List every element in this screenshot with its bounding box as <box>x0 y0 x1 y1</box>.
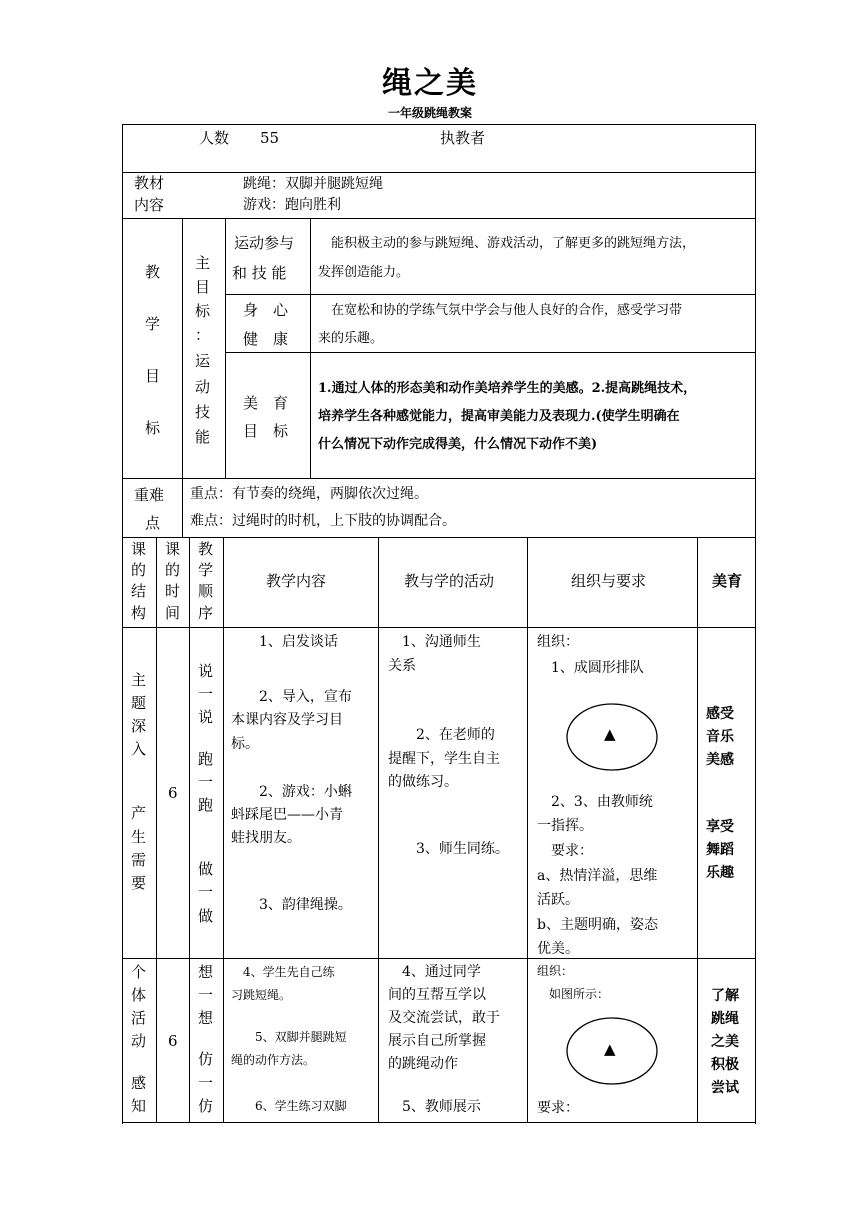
order-char: 想 <box>198 1009 214 1027</box>
main-goal-char: 目 <box>195 278 211 296</box>
order-char: 一 <box>198 986 214 1004</box>
org-label: 组织： <box>537 964 574 978</box>
structure-char: 个 <box>131 963 147 981</box>
keypoints-label: 点 <box>145 514 161 532</box>
goals-label-char: 标 <box>145 419 161 437</box>
teacher-marker-icon: ▲ <box>604 1040 616 1058</box>
structure-char: 需 <box>131 851 147 869</box>
main-goal-char: 动 <box>195 378 211 396</box>
count-label: 人数 <box>199 129 230 147</box>
header-structure-char: 的 <box>131 561 147 579</box>
col-divider <box>310 218 311 478</box>
org-item: 2、3、由教师统 <box>537 794 653 810</box>
content-line: 4、学生先自己练 <box>231 965 335 979</box>
aesthetic-note: 尝试 <box>711 1080 739 1096</box>
table-border-right <box>755 124 756 1124</box>
document-subtitle: 一年级跳绳教案 <box>387 106 472 120</box>
order-char: 跑 <box>198 750 214 768</box>
aesthetic-note: 之美 <box>711 1034 739 1050</box>
col-divider <box>225 218 226 478</box>
goal-row-label: 身 心 <box>243 301 289 319</box>
goals-inner-divider <box>225 294 756 295</box>
aesthetic-note: 乐趣 <box>706 865 734 881</box>
structure-char: 感 <box>131 1074 147 1092</box>
content-line: 蚪踩尾巴——小青 <box>231 807 343 823</box>
header-order-char: 学 <box>198 561 214 579</box>
order-char: 一 <box>198 685 214 703</box>
activity-line: 3、师生同练。 <box>388 841 509 857</box>
org-requirement-label: 要求： <box>537 843 593 859</box>
row-divider <box>122 172 756 173</box>
aesthetic-note: 音乐 <box>706 729 734 745</box>
header-time-char: 课 <box>165 540 181 558</box>
goal-row-text: 来的乐趣。 <box>318 331 384 346</box>
goal-row-text: 发挥创造能力。 <box>318 265 410 280</box>
content-line: 绳的动作方法。 <box>231 1053 316 1067</box>
time-value: 6 <box>168 1032 178 1050</box>
header-time-char: 时 <box>165 582 181 600</box>
activity-line: 1、沟通师生 <box>388 634 481 650</box>
content-line: 本课内容及学习目 <box>231 712 343 728</box>
order-char: 一 <box>198 1074 214 1092</box>
org-item: 一指挥。 <box>537 818 593 834</box>
goals-label-char: 学 <box>145 315 161 333</box>
order-char: 一 <box>198 773 214 791</box>
content-line: 6、学生练习双脚 <box>231 1099 347 1113</box>
document-title: 绳之美 <box>382 66 478 101</box>
keypoints-label: 重难 <box>134 486 165 504</box>
org-requirement: 优美。 <box>537 941 579 957</box>
header-content: 教学内容 <box>266 572 327 590</box>
order-char: 说 <box>198 708 214 726</box>
col-divider <box>527 537 528 1123</box>
activity-line: 5、教师展示 <box>388 1099 481 1115</box>
order-char: 仿 <box>198 1050 214 1068</box>
org-item: 如图所示： <box>537 987 610 1001</box>
org-requirement: a、热情洋溢，思维 <box>537 868 658 884</box>
activity-line: 及交流尝试，敢于 <box>388 1010 500 1026</box>
org-requirement: b、主题明确，姿态 <box>537 917 658 933</box>
material-label: 内容 <box>134 196 165 214</box>
structure-char: 主 <box>131 671 147 689</box>
header-order-char: 教 <box>198 540 214 558</box>
time-value: 6 <box>168 784 178 802</box>
goal-row-label: 美 育 <box>243 394 289 412</box>
header-order-char: 顺 <box>198 582 214 600</box>
activity-line: 的做练习。 <box>388 774 458 790</box>
structure-char: 深 <box>131 717 147 735</box>
col-divider <box>156 537 157 1123</box>
aesthetic-note: 舞蹈 <box>706 842 734 858</box>
order-char: 跑 <box>198 796 214 814</box>
main-goal-char: 主 <box>195 254 211 272</box>
row-divider <box>122 478 756 479</box>
table-border-left <box>122 124 123 1124</box>
header-order-char: 序 <box>198 604 214 622</box>
col-divider <box>378 537 379 1123</box>
structure-char: 动 <box>131 1032 147 1050</box>
activity-line: 2、在老师的 <box>388 727 495 743</box>
col-divider <box>697 537 698 1123</box>
content-line: 2、导入，宣布 <box>231 689 352 705</box>
col-divider <box>182 218 183 478</box>
structure-char: 体 <box>131 986 147 1004</box>
org-requirement: 活跃。 <box>537 892 579 908</box>
goal-row-label: 目 标 <box>243 422 289 440</box>
content-line: 习跳短绳。 <box>231 988 292 1002</box>
structure-char: 知 <box>131 1097 147 1115</box>
header-time-char: 的 <box>165 561 181 579</box>
col-divider <box>182 478 183 537</box>
material-label: 教材 <box>134 174 165 192</box>
row-divider <box>122 537 756 538</box>
header-structure-char: 课 <box>131 540 147 558</box>
activity-line: 的跳绳动作 <box>388 1056 458 1072</box>
structure-char: 题 <box>131 694 147 712</box>
structure-char: 产 <box>131 804 147 822</box>
row-divider <box>122 958 756 959</box>
teacher-marker-icon: ▲ <box>604 725 616 743</box>
goal-row-text: 1.通过人体的形态美和动作美培养学生的美感。2.提高跳绳技术， <box>318 381 697 396</box>
aesthetic-note: 跳绳 <box>711 1011 739 1027</box>
content-line: 2、游戏：小蝌 <box>231 784 352 800</box>
goal-row-label: 运动参与 <box>234 234 295 252</box>
structure-char: 入 <box>131 740 147 758</box>
goals-label-char: 教 <box>145 263 161 281</box>
content-line: 标。 <box>231 736 259 752</box>
header-time-char: 间 <box>165 604 181 622</box>
aesthetic-note: 了解 <box>711 988 739 1004</box>
table-border-top <box>122 124 756 125</box>
goal-row-text: 能积极主动的参与跳短绳、游戏活动，了解更多的跳短绳方法， <box>318 236 696 251</box>
org-requirement-label: 要求： <box>537 1100 579 1116</box>
structure-char: 生 <box>131 828 147 846</box>
header-activity: 教与学的活动 <box>404 572 495 590</box>
content-line: 5、双脚并腿跳短 <box>231 1030 347 1044</box>
content-line: 蛙找朋友。 <box>231 830 301 846</box>
row-divider <box>122 218 756 219</box>
org-label: 组织： <box>537 634 579 650</box>
header-structure-char: 构 <box>131 604 147 622</box>
main-goal-char: ： <box>195 326 211 344</box>
activity-line: 4、通过同学 <box>388 964 481 980</box>
row-divider <box>122 627 756 628</box>
header-organization: 组织与要求 <box>571 572 647 590</box>
header-aesthetic: 美育 <box>712 572 743 590</box>
main-goal-char: 能 <box>195 428 211 446</box>
goal-row-label: 健 康 <box>243 330 289 348</box>
structure-char: 活 <box>131 1009 147 1027</box>
order-char: 想 <box>198 963 214 981</box>
aesthetic-note: 美感 <box>706 752 734 768</box>
header-structure-char: 结 <box>131 582 147 600</box>
aesthetic-note: 感受 <box>706 706 734 722</box>
content-line: 1、启发谈话 <box>231 634 338 650</box>
goals-inner-divider <box>225 352 756 353</box>
main-goal-char: 运 <box>195 352 211 370</box>
activity-line: 关系 <box>388 658 416 674</box>
goal-row-label: 和 技 能 <box>232 264 287 282</box>
order-char: 说 <box>198 662 214 680</box>
order-char: 仿 <box>198 1097 214 1115</box>
order-char: 一 <box>198 883 214 901</box>
goal-row-text: 培养学生各种感觉能力，提高审美能力及表现力.(使学生明确在 <box>318 409 680 424</box>
col-divider <box>223 537 224 1123</box>
material-line: 游戏：跑向胜利 <box>243 197 341 213</box>
teacher-label: 执教者 <box>440 129 486 147</box>
order-char: 做 <box>198 860 214 878</box>
structure-char: 要 <box>131 874 147 892</box>
aesthetic-note: 积极 <box>711 1057 739 1073</box>
main-goal-char: 标 <box>195 302 211 320</box>
col-divider <box>189 537 190 1123</box>
activity-line: 提醒下，学生自主 <box>388 751 500 767</box>
org-item: 1、成圆形排队 <box>537 660 644 676</box>
aesthetic-note: 享受 <box>706 819 734 835</box>
goal-row-text: 在宽松和协的学练气氛中学会与他人良好的合作，感受学习带 <box>318 303 683 318</box>
table-border-bottom <box>122 1122 756 1123</box>
order-char: 做 <box>198 907 214 925</box>
count-value: 55 <box>260 129 280 147</box>
goals-label-char: 目 <box>145 367 161 385</box>
goal-row-text: 什么情况下动作完成得美，什么情况下动作不美) <box>318 437 598 452</box>
material-line: 跳绳：双脚并腿跳短绳 <box>243 176 383 192</box>
content-line: 3、韵律绳操。 <box>231 897 352 913</box>
keypoint-line: 难点：过绳时的时机，上下肢的协调配合。 <box>190 513 456 529</box>
keypoint-line: 重点：有节奏的绕绳，两脚依次过绳。 <box>190 486 428 502</box>
main-goal-char: 技 <box>195 403 211 421</box>
activity-line: 展示自己所掌握 <box>388 1033 486 1049</box>
activity-line: 间的互帮互学以 <box>388 987 486 1003</box>
